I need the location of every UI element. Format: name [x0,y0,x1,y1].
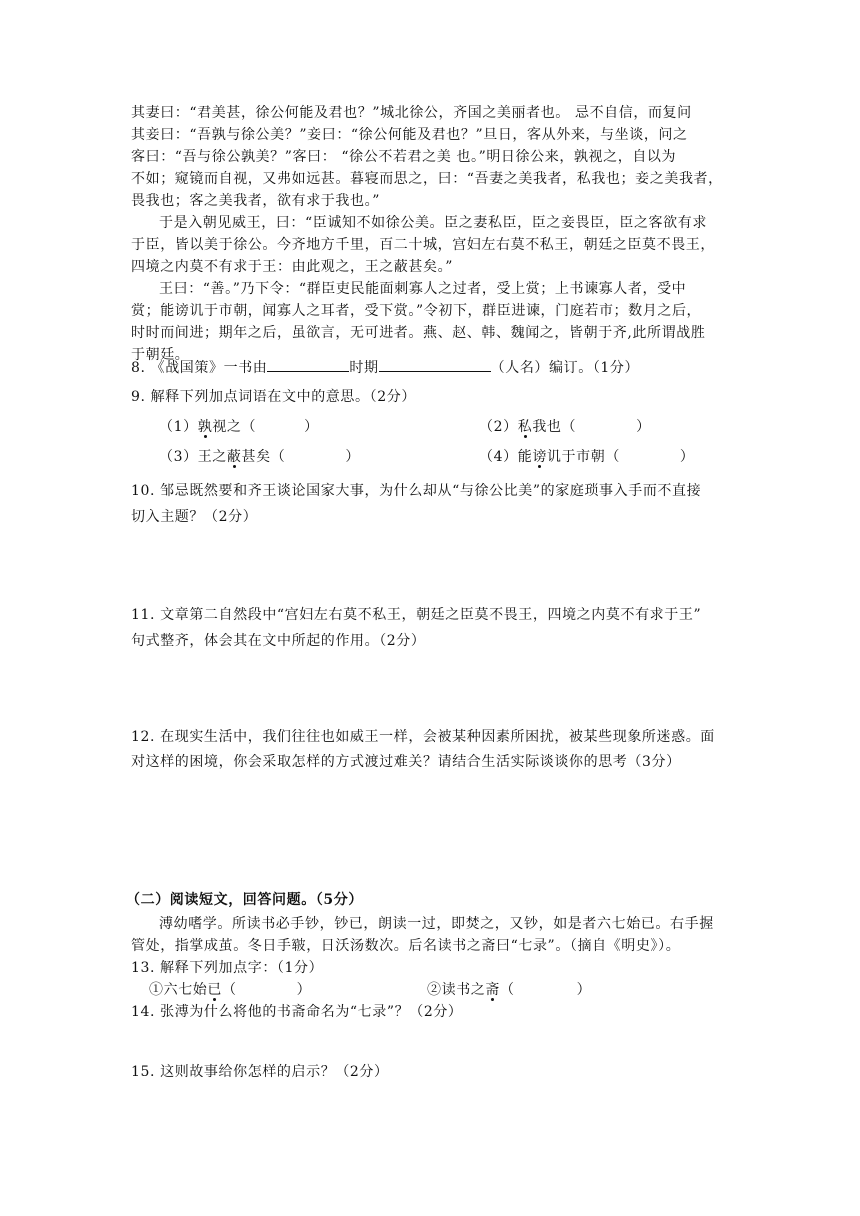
question-9-item-1: （1）孰视之（ ） [159,419,319,435]
passage-line: 不如；窥镜而自视，又弗如远甚。暮寝而思之，曰：“吾妻之美我者，私我也；妾之美我者， [131,171,723,187]
question-14: 14. 张溥为什么将他的书斋命名为“七录”？（2分） [131,1004,463,1020]
dotted-char: 斋 [485,982,501,998]
passage-line: 畏我也；客之美我者，欲有求于我也。” [131,193,380,209]
question-15: 15. 这则故事给你怎样的启示？（2分） [131,1064,389,1080]
passage-line: 赏；能谤讥于市朝，闻寡人之耳者，受下赏。”令初下，群臣进谏，门庭若市；数月之后， [131,303,702,319]
passage-line: 四境之内莫不有求于王：由此观之，王之蔽甚矣。” [131,259,453,275]
dotted-char: 谤 [532,449,547,465]
section-2-heading: （二）阅读短文，回答问题。（5分） [126,892,363,908]
dotted-char: 孰 [197,419,213,435]
question-10: 切入主题？（2分） [131,509,258,525]
question-13-stem: 13. 解释下列加点字：（1分） [131,960,324,976]
question-9-item-3: （3）王之蔽甚矣（ ） [159,449,360,465]
passage-line: 于是入朝见威王，曰：“臣诚知不如徐公美。臣之妻私臣，臣之妾畏臣，臣之客欲有求 [159,215,707,231]
question-9-item-4: （4）能谤讥于市朝（ ） [479,449,695,465]
passage-line: 其妻曰：“君美甚，徐公何能及君也？”城北徐公，齐国之美丽者也。 忌不自信，而复问 [131,105,692,121]
question-13-item-1: ①六七始已（ ） [149,982,312,998]
question-12: 对这样的困境，你会采取怎样的方式渡过难关？请结合生活实际谈谈你的思考（3分） [131,754,681,770]
question-13-item-2: ②读书之斋（ ） [427,982,592,998]
passage-line: 王曰：“善。”乃下令：“群臣吏民能面刺寡人之过者，受上赏；上书谏寡人者，受中 [159,281,687,297]
dotted-char: 蔽 [226,449,242,465]
question-11: 句式整齐，体会其在文中所起的作用。（2分） [131,633,426,649]
passage-line: 客曰：“吾与徐公孰美？”客曰： “徐公不若君之美 也。”明日徐公来，孰视之，自以为 [131,149,677,165]
passage-line: 其妾曰：“吾孰与徐公美？”妾曰：“徐公何能及君也？”旦日，客从外来，与坐谈，问之 [131,127,688,143]
section-2-passage-line: 溥幼嗜学。所读书必手钞，钞已，朗读一过，即焚之，又钞，如是者六七始已。右手握 [159,916,714,932]
answer-blank[interactable] [379,357,491,372]
question-9-item-2: （2）私我也（ ） [479,419,651,435]
passage-line: 于臣，皆以美于徐公。今齐地方千里，百二十城，宫妇左右莫不私王，朝廷之臣莫不畏王， [131,237,715,253]
dotted-char: 私 [517,419,533,435]
passage-line: 于朝廷。 [131,347,190,363]
question-10: 10. 邹忌既然要和齐王谈论国家大事，为什么却从“与徐公比美”的家庭琐事入手而不直接 [131,483,702,499]
question-8: 8. 《战国策》一书由 时期 （人名）编订。（1分） [131,357,639,377]
section-2-passage-line: 管处，指掌成茧。冬日手皲，日沃汤数次。后名读书之斋曰“七录”。（摘自《明史》）。 [131,938,681,954]
question-11: 11. 文章第二自然段中“宫妇左右莫不私王，朝廷之臣莫不畏王，四境之内莫不有求于王” [131,607,702,623]
dotted-char: 已 [207,982,223,998]
passage-line: 时时而间进；期年之后，虽欲言，无可进者。燕、赵、韩、魏闻之，皆朝于齐,此所谓战胜 [131,325,706,341]
answer-blank[interactable] [267,357,349,372]
question-9-stem: 9. 解释下列加点词语在文中的意思。（2分） [131,389,416,405]
question-12: 12. 在现实生活中，我们往往也如威王一样，会被某种因素所困扰，被某些现象所迷惑。面 [131,729,715,745]
